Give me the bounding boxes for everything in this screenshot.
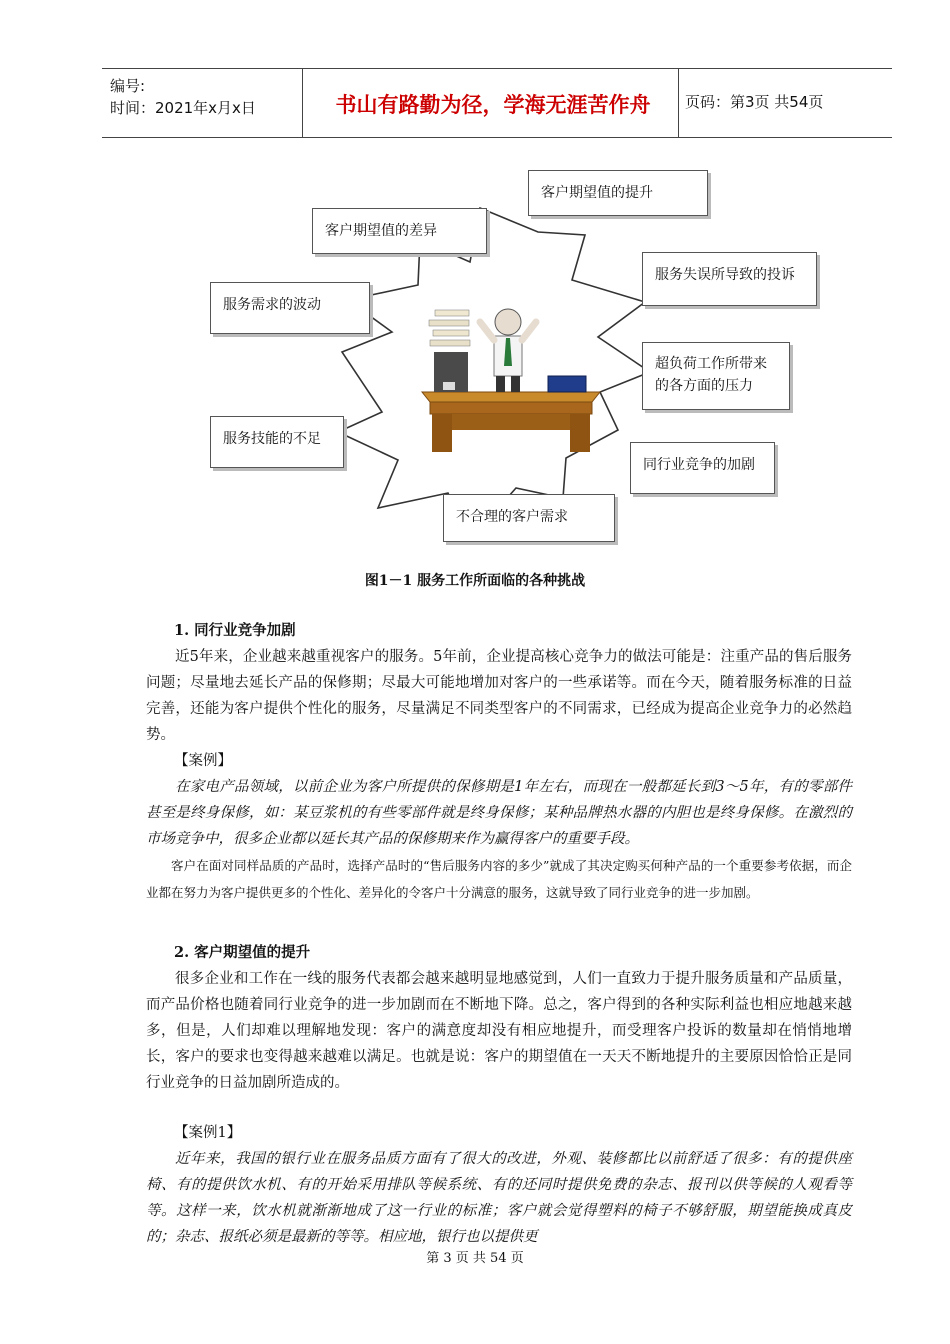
challenge-box: 不合理的客户需求 [443,494,615,542]
case-label: 【案例1】 [174,1125,242,1141]
case-text: 在家电产品领域，以前企业为客户所提供的保修期是1年左右，而现在一般都延长到3～5年，有的零部件甚至是终身保修，如：某豆浆机的有些零部件就是终身保修；某种品牌热水器的内胆也是终身保修。在激烈的市场竞争中，很多企业都以延长其产品的保修期来作为赢得客户的重要手段。 [146,779,852,847]
figure-caption: 图1－1 服务工作所面临的各种挑战 [364,573,586,589]
challenges-diagram [0,0,950,580]
challenge-box: 客户期望值的差异 [312,208,487,254]
page-footer: 第 3 页 共 54 页 [426,1251,524,1266]
section-heading: 1. 同行业竞争加剧 [174,622,296,639]
note-paragraph: 客户在面对同样品质的产品时，选择产品时的“售后服务内容的多少”就成了其决定购买何种产品的一个重要参考依据，而企业都在努力为客户提供更多的个性化、差异化的令客户十分满意的服务，这就导致了同行业竞争的进一步加剧。 [146,858,852,900]
challenge-box: 客户期望值的提升 [528,170,708,216]
header-motto: 书山有路勤为径，学海无涯苦作舟 [335,93,651,117]
challenge-box: 服务失误所导致的投诉 [642,252,817,306]
header-page-label: 页码：第3页 共54页 [685,93,824,111]
section-heading: 2. 客户期望值的提升 [174,944,311,961]
section-1 [146,618,852,906]
paragraph: 很多企业和工作在一线的服务代表都会越来越明显地感觉到，人们一直致力于提升服务质量和产品质量，而产品价格也随着同行业竞争的进一步加剧而在不断地下降。总之，客户得到的各种实际利益也相应地越来越多，但是，人们却难以理解地发现：客户的满意度却没有相应地提升，而受理客户投诉的数量却在悄悄地增长，客户的要求也变得越来越难以满足。也就是说：客户的期望值在一天天不断地提升的主要原因恰恰正是同行业竞争的日益加剧所造成的。 [146,971,852,1091]
paragraph: 近5年来，企业越来越重视客户的服务。5年前，企业提高核心竞争力的做法可能是：注重产品的售后服务问题；尽量地去延长产品的保修期；尽最大可能地增加对客户的一些承诺等。而在今天，随着服务标准的日益完善，还能为客户提供个性化的服务，尽量满足不同类型客户的不同需求，已经成为提高企业竞争力的必然趋势。 [146,649,852,743]
time-label: 时间：2021年x月x日 [110,99,256,117]
case-label: 【案例】 [174,753,232,769]
number-label: 编号: [110,77,146,95]
challenge-box: 超负荷工作所带来的各方面的压力 [642,342,790,410]
section-2 [146,940,852,1250]
case-text: 近年来，我国的银行业在服务品质方面有了很大的改进，外观、装修都比以前舒适了很多：有的提供座椅、有的提供饮水机、有的开始采用排队等候系统、有的还同时提供免费的杂志、报刊以供等候的人观看等等。这样一来，饮水机就渐渐地成了这一行业的标准；客户就会觉得塑料的椅子不够舒服，期望能换成真皮的；杂志、报纸必须是最新的等等。相应地，银行也以提供更 [146,1151,852,1245]
challenge-box: 服务技能的不足 [210,416,344,468]
challenge-box: 服务需求的波动 [210,282,370,334]
challenge-box: 同行业竞争的加剧 [630,442,775,494]
